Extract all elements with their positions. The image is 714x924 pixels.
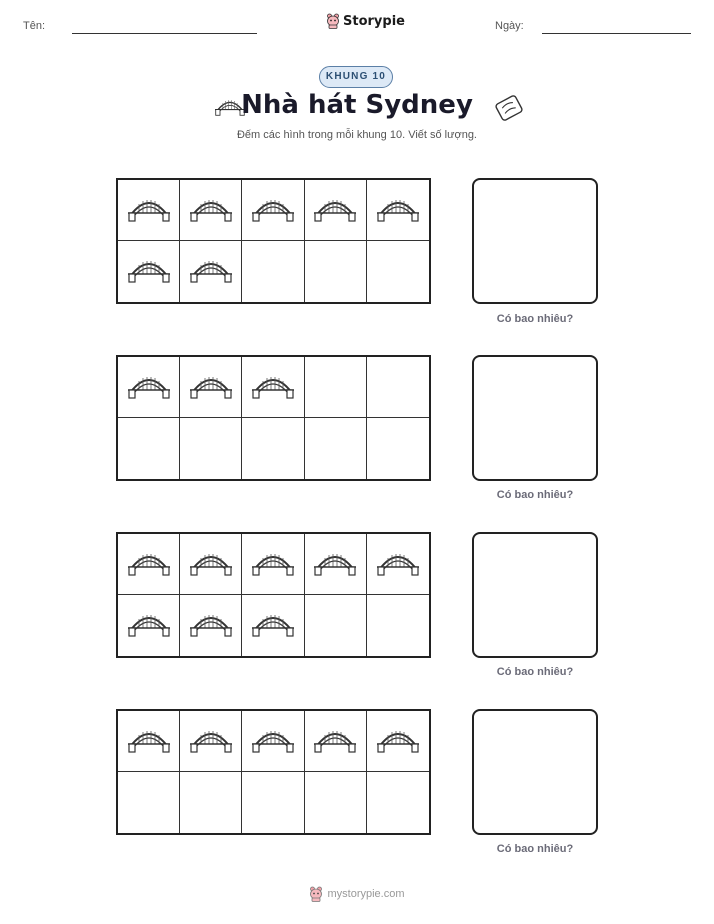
ten-frame xyxy=(116,355,431,481)
harbour-bridge-icon xyxy=(127,194,171,227)
harbour-bridge-icon xyxy=(376,548,420,581)
frame-cell xyxy=(305,418,367,479)
category-badge: KHUNG 10 xyxy=(319,66,393,88)
question-label: Có bao nhiêu? xyxy=(496,666,574,678)
name-label: Tên: xyxy=(23,20,46,32)
harbour-bridge-icon xyxy=(127,548,171,581)
question-label: Có bao nhiêu? xyxy=(496,843,574,855)
frame-cell xyxy=(367,357,429,418)
instructions: Đếm các hình trong mỗi khung 10. Viết số lượng. xyxy=(236,129,477,141)
frame-cell xyxy=(180,180,242,241)
answer-box[interactable] xyxy=(472,532,598,658)
brand-logo xyxy=(326,13,405,29)
ten-frame xyxy=(116,709,431,835)
frame-cell xyxy=(118,241,180,302)
frame-cell xyxy=(180,711,242,772)
frame-cell xyxy=(180,595,242,656)
question-label: Có bao nhiêu? xyxy=(496,489,574,501)
harbour-bridge-icon xyxy=(251,609,295,642)
frame-cell xyxy=(367,418,429,479)
harbour-bridge-icon xyxy=(127,255,171,288)
harbour-bridge-icon xyxy=(127,609,171,642)
frame-cell xyxy=(118,534,180,595)
harbour-bridge-icon xyxy=(189,548,233,581)
frame-cell xyxy=(242,241,304,302)
harbour-bridge-icon xyxy=(189,609,233,642)
frame-cell xyxy=(180,418,242,479)
harbour-bridge-icon xyxy=(189,255,233,288)
frame-cell xyxy=(118,595,180,656)
harbour-bridge-icon xyxy=(313,194,357,227)
harbour-bridge-icon xyxy=(127,725,171,758)
harbour-bridge-icon xyxy=(251,548,295,581)
harbour-bridge-icon xyxy=(313,548,357,581)
frame-cell xyxy=(305,595,367,656)
ten-frame xyxy=(116,178,431,304)
frame-cell xyxy=(242,357,304,418)
frame-cell xyxy=(305,534,367,595)
frame-cell xyxy=(367,534,429,595)
answer-box[interactable] xyxy=(472,355,598,481)
frame-cell xyxy=(305,241,367,302)
frame-cell xyxy=(305,357,367,418)
frame-cell xyxy=(367,772,429,833)
frame-cell xyxy=(305,772,367,833)
frame-cell xyxy=(367,180,429,241)
harbour-bridge-icon xyxy=(251,371,295,404)
frame-cell xyxy=(118,357,180,418)
frame-cell xyxy=(118,418,180,479)
harbour-bridge-icon xyxy=(189,371,233,404)
frame-cell xyxy=(242,595,304,656)
name-line[interactable] xyxy=(72,33,257,34)
harbour-bridge-icon xyxy=(251,725,295,758)
frame-cell xyxy=(242,180,304,241)
frame-cell xyxy=(367,595,429,656)
answer-box[interactable] xyxy=(472,178,598,304)
harbour-bridge-icon xyxy=(189,194,233,227)
frame-cell xyxy=(180,772,242,833)
frame-cell xyxy=(305,711,367,772)
storypie-mascot-icon xyxy=(326,13,340,29)
page-title: Nhà hát Sydney xyxy=(241,90,473,120)
frame-cell xyxy=(118,180,180,241)
brand-name: Storypie xyxy=(343,13,405,29)
ten-frame xyxy=(116,532,431,658)
answer-box[interactable] xyxy=(472,709,598,835)
harbour-bridge-icon xyxy=(127,371,171,404)
storypie-mascot-icon xyxy=(309,886,323,902)
puzzle-tile-icon xyxy=(493,94,525,122)
frame-cell xyxy=(180,534,242,595)
frame-cell xyxy=(367,241,429,302)
frame-cell xyxy=(118,711,180,772)
footer-site: mystorypie.com xyxy=(327,888,405,900)
harbour-bridge-icon xyxy=(376,194,420,227)
harbour-bridge-icon xyxy=(251,194,295,227)
frame-cell xyxy=(180,241,242,302)
harbour-bridge-icon xyxy=(313,725,357,758)
harbour-bridge-icon xyxy=(376,725,420,758)
frame-cell xyxy=(367,711,429,772)
date-label: Ngày: xyxy=(495,20,524,32)
question-label: Có bao nhiêu? xyxy=(496,313,574,325)
frame-cell xyxy=(242,534,304,595)
footer xyxy=(0,886,714,902)
frame-cell xyxy=(242,711,304,772)
date-line[interactable] xyxy=(542,33,691,34)
frame-cell xyxy=(305,180,367,241)
harbour-bridge-icon xyxy=(189,725,233,758)
frame-cell xyxy=(242,418,304,479)
frame-cell xyxy=(118,772,180,833)
frame-cell xyxy=(242,772,304,833)
frame-cell xyxy=(180,357,242,418)
